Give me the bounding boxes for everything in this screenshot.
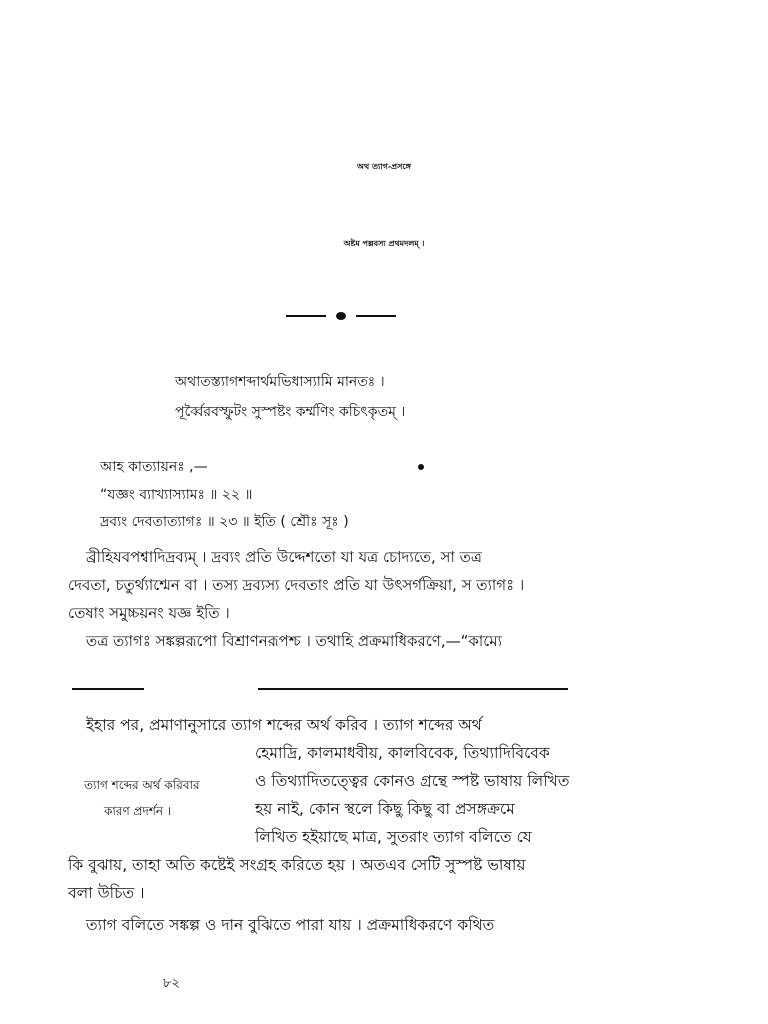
- margin-note-line-2: কারণ প্রদর্শন ।: [104, 804, 172, 818]
- margin-note-line-1: ত্যাগ শব্দের অর্থ করিবার: [84, 778, 200, 792]
- body-line-7: বলা উচিত ।: [68, 884, 145, 902]
- sanskrit-line-2: দেবতা, চতুর্থ্যাশ্মেন বা । তস্য দ্রব্যস্য দেবতাং প্রতি যা উৎসর্গক্রিয়া, স ত্যাগঃ ।: [68, 576, 525, 594]
- quote-line-3: দ্রব্যং দেবতাত্যাগঃ ॥ ২৩ ॥ ইতি ( শ্রৌঃ সূঃ ): [100, 514, 349, 530]
- footnote-rule: [258, 688, 568, 690]
- body-line-2: হেমাদ্রি, কালমাধবীয়, কালবিবেক, তিথ্যাদিবিবেক: [255, 744, 550, 762]
- chapter-title: অথ ত্যাগ-প্রসঙ্গে: [357, 162, 411, 171]
- sanskrit-line-4: তত্র ত্যাগঃ সঙ্কল্পরূপো বিশ্রাণনরূপশ্চ । তথাহি প্রক্রমাধিকরণে,—“কাম্যে: [86, 632, 502, 650]
- body-line-4: হয় নাই, কোন স্থলে কিছু কিছু বা প্রসঙ্গক্রমে: [255, 800, 515, 818]
- verse-line-2: পূর্ব্বৈরবস্ফুটং সুস্পষ্টং কৰ্ম্মণিং কচিৎকৃতম্ ।: [175, 404, 406, 420]
- body-line-1: ইহার পর, প্রমাণানুসারে ত্যাগ শব্দের অর্থ করিব । ত্যাগ শব্দের অর্থ: [86, 716, 482, 734]
- sanskrit-line-1: ব্রীহিযবপশ্বাদিদ্রব্যম্ । দ্রব্যং প্রতি উদ্দেশতো যা যত্র চোদ্যতে, সা তত্র: [86, 548, 482, 566]
- page-number: ৮২: [163, 976, 180, 991]
- ornament-divider: [286, 311, 396, 321]
- bullet-mark: [418, 464, 424, 470]
- quote-line-2: “যজ্ঞং ব্যাখ্যাস্যামঃ ॥ ২২ ॥: [100, 487, 253, 503]
- verse-line-1: অথাতস্ত্যাগশব্দার্থমভিধাস্যামি মানতঃ ।: [175, 374, 385, 390]
- footnote-rule: [72, 688, 144, 690]
- sanskrit-line-3: তেষাং সমুচ্চয়নং যজ্ঞ ইতি ।: [68, 604, 230, 622]
- quote-line-1: আহ কাত্যায়নঃ ,—: [100, 459, 208, 475]
- body-line-5: লিখিত হইয়াছে মাত্র, সুতরাং ত্যাগ বলিতে যে: [255, 828, 532, 846]
- body-line-3: ও তিথ্যাদিতত্ত্বের কোনও গ্রন্থে স্পষ্ট ভাষায় লিখিত: [255, 772, 570, 790]
- body-line-6: কি বুঝায়, তাহা অতি কষ্টেই সংগ্রহ করিতে হয় । অতএব সেটি সুস্পষ্ট ভাষায়: [68, 856, 526, 874]
- body-line-8: ত্যাগ বলিতে সঙ্কল্প ও দান বুঝিতে পারা যায় । প্রক্রমাধিকরণে কথিত: [86, 916, 495, 934]
- chapter-subtitle: অষ্টম পল্লবস্য প্রথমদলম্ ।: [343, 239, 425, 248]
